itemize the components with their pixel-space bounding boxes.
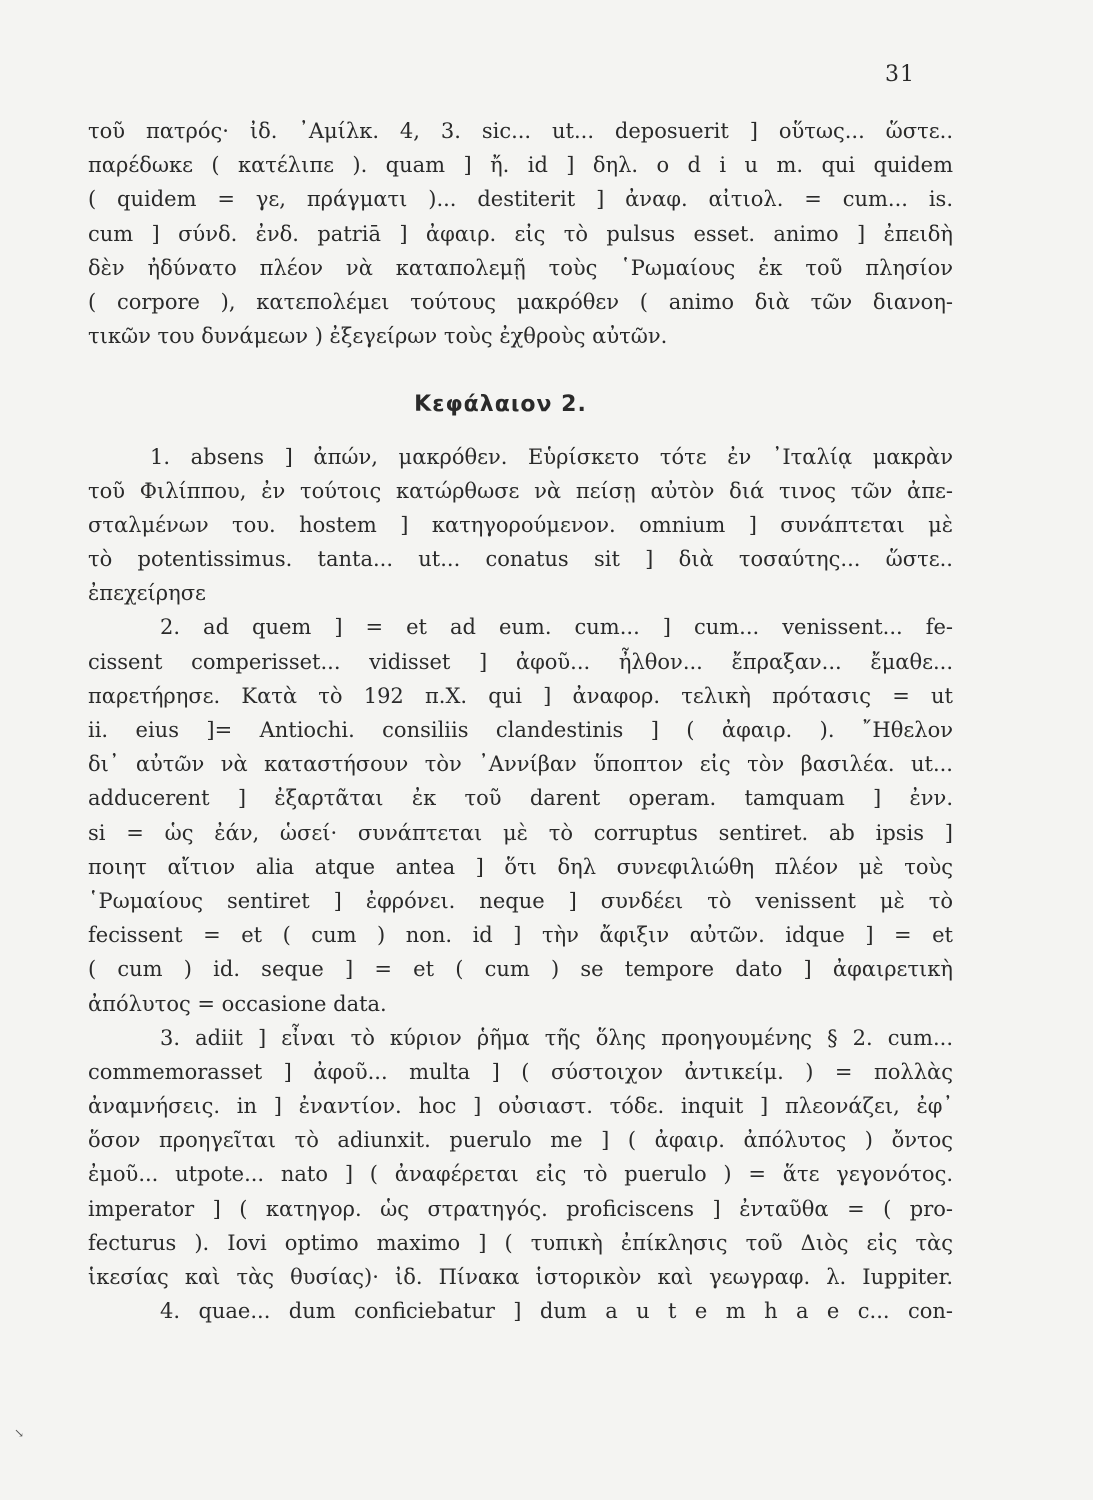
text-line: adducerent ] ἐξαρτᾶται ἐκ τοῦ darent operam. tamquam ] ἐνν.	[88, 786, 953, 811]
text-line: ἱκεσίας καὶ τὰς θυσίας)· ἰδ. Πίνακα ἱστορικὸν καὶ γεωγραφ. λ. Iuppiter.	[88, 1265, 953, 1289]
text-line: σταλμένων του. hostem ] κατηγορούμενον. omnium ] συνάπτεται μὲ	[88, 512, 953, 537]
text-line: commemorasset ] ἀφοῦ... multa ] ( σύστοιχον ἀντικείμ. ) = πολλὰς	[88, 1059, 953, 1084]
text-line: ( cum ) id. seque ] = et ( cum ) se tempore dato ] ἀφαιρετικὴ	[88, 957, 953, 982]
paragraph-5	[88, 1294, 953, 1328]
text-line: fecturus ). Iovi optimo maximo ] ( τυπικὴ ἐπίκλησις τοῦ Διὸς εἰς τὰς	[88, 1230, 953, 1255]
text-line: τὸ potentissimus. tanta... ut... conatus sit ] διὰ τοσαύτης... ὥστε..	[88, 547, 953, 572]
text-line: imperator ] ( κατηγορ. ὡς στρατηγός. proficiscens ] ἐνταῦθα = ( pro-	[88, 1196, 953, 1221]
chapter-heading: Κεφάλαιον 2.	[414, 392, 587, 418]
page-number: 31	[885, 62, 915, 87]
text-line: ( quidem = γε, πράγματι )... destiterit ] ἀναφ. αἰτιολ. = cum... is.	[88, 187, 953, 212]
text-line: παρέδωκε ( κατέλιπε ). quam ] ἤ. id ] δηλ. o d i u m. qui quidem	[88, 153, 953, 178]
paragraph-1	[88, 114, 953, 353]
text-line: ( corpore ), κατεπολέμει τούτους μακρόθεν ( animo διὰ τῶν διανοη-	[88, 289, 953, 314]
text-line: 3. adiit ] εἶναι τὸ κύριον ῥῆμα τῆς ὅλης προηγουμένης § 2. cum...	[160, 1025, 953, 1050]
text-line: ὅσον προηγεῖται τὸ adiunxit. puerulo me ] ( ἀφαιρ. ἀπόλυτος ) ὄντος	[88, 1128, 953, 1153]
text-line: 2. ad quem ] = et ad eum. cum... ] cum... venissent... fe-	[160, 615, 953, 640]
text-line: si = ὡς ἐάν, ὡσεί· συνάπτεται μὲ τὸ corruptus sentiret. ab ipsis ]	[88, 820, 953, 845]
text-line: ἐμοῦ... utpote... nato ] ( ἀναφέρεται εἰς τὸ puerulo ) = ἅτε γεγονότος.	[88, 1162, 953, 1187]
text-line: τικῶν του δυνάμεων ) ἐξεγείρων τοὺς ἐχθροὺς αὐτῶν.	[88, 324, 668, 349]
corner-mark-icon: ↘	[14, 1426, 25, 1440]
text-line: ἐπεχείρησε	[88, 581, 206, 606]
text-line: ῾Ρωμαίους sentiret ] ἐφρόνει. neque ] συνδέει τὸ venissent μὲ τὸ	[88, 888, 953, 913]
text-line: cum ] σύνδ. ἐνδ. patriā ] ἀφαιρ. εἰς τὸ pulsus esset. animo ] ἐπειδὴ	[88, 221, 953, 246]
text-line: δὲν ἠδύνατο πλέον νὰ καταπολεμῇ τοὺς ῾Ρωμαίους ἐκ τοῦ πλησίον	[88, 255, 953, 280]
text-line: παρετήρησε. Κατὰ τὸ 192 π.Χ. qui ] ἀναφορ. τελικὴ πρότασις = ut	[88, 683, 953, 708]
paragraph-4	[88, 1021, 953, 1295]
text-line: ἀπόλυτος = occasione data.	[88, 991, 387, 1016]
text-line: ii. eius ]= Antiochi. consiliis clandestinis ] ( ἀφαιρ. ). ῎Ηθελον	[88, 718, 953, 742]
text-line: 4. quae... dum conficiebatur ] dum a u t e m h a e c... con-	[160, 1299, 953, 1324]
text-line: τοῦ Φιλίππου, ἐν τούτοις κατώρθωσε νὰ πείσῃ αὐτὸν διά τινος τῶν ἀπε-	[88, 478, 953, 503]
text-line: δι᾿ αὐτῶν νὰ καταστήσουν τὸν ᾿Αννίβαν ὕποπτον εἰς τὸν βασιλέα. ut...	[88, 752, 953, 777]
text-line: ποιητ αἴτιον alia atque antea ] ὅτι δηλ συνεφιλιώθη πλέον μὲ τοὺς	[88, 854, 953, 879]
text-line: cissent comperisset... vidisset ] ἀφοῦ... ἦλθον... ἔπραξαν... ἔμαθε...	[88, 649, 953, 674]
commentary-text	[88, 114, 953, 1328]
text-line: fecissent = et ( cum ) non. id ] τὴν ἄφιξιν αὐτῶν. idque ] = et	[88, 923, 953, 948]
text-line: ἀναμνήσεις. in ] ἐναντίον. hoc ] οὐσιαστ. τόδε. inquit ] πλεονάζει, ἐφ᾿	[88, 1094, 953, 1119]
text-line: 1. absens ] ἀπών, μακρόθεν. Εὑρίσκετο τότε ἐν ᾿Ιταλίᾳ μακρὰν	[150, 444, 953, 469]
paragraph-3	[88, 610, 953, 1020]
text-line: τοῦ πατρός· ἰδ. ᾿Αμίλκ. 4, 3. sic... ut... deposuerit ] οὕτως... ὥστε..	[88, 119, 953, 143]
paragraph-2	[88, 440, 953, 611]
